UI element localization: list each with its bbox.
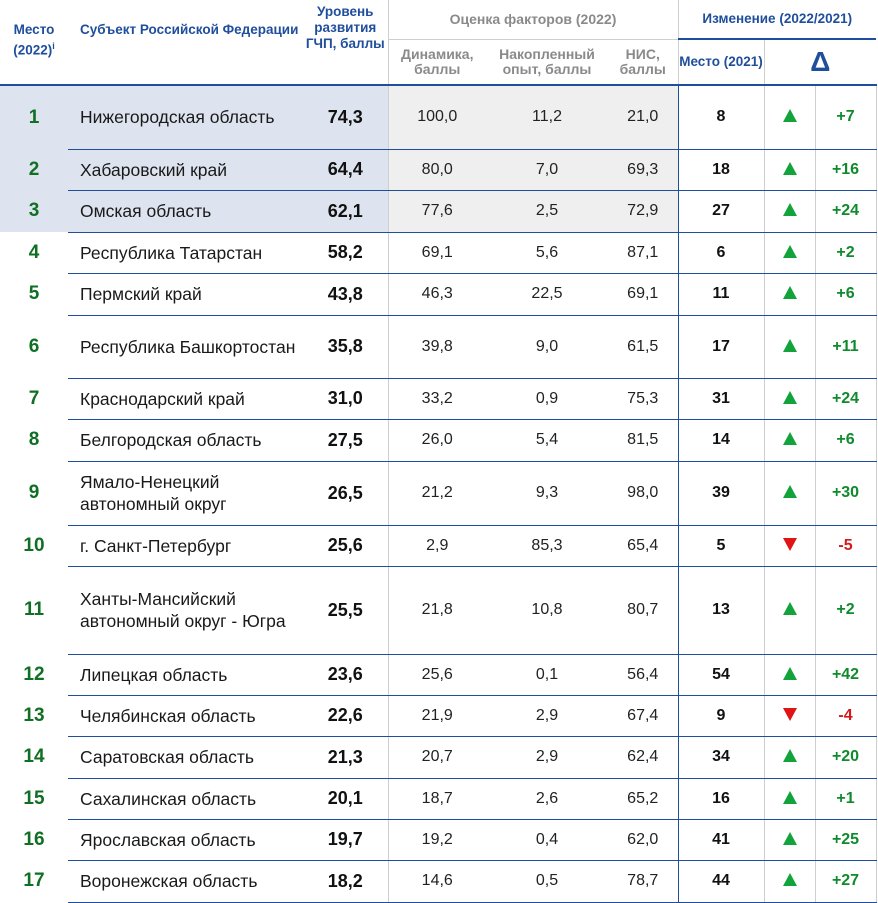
prev-rank-value: 8 bbox=[678, 85, 764, 149]
dynamics-value: 100,0 bbox=[388, 85, 486, 149]
prev-rank-value: 17 bbox=[678, 315, 764, 378]
experience-value: 0,9 bbox=[486, 378, 608, 419]
triangle-up-icon bbox=[783, 391, 797, 404]
experience-value: 2,9 bbox=[486, 695, 608, 736]
table-row bbox=[0, 85, 876, 149]
score-value: 74,3 bbox=[303, 85, 388, 149]
rank-cell: 16 bbox=[23, 828, 45, 850]
nis-value: 62,4 bbox=[608, 736, 678, 778]
experience-value: 9,0 bbox=[486, 315, 608, 378]
dynamics-value: 20,7 bbox=[388, 736, 486, 778]
factors-header: Оценка факторов (2022) bbox=[388, 0, 678, 39]
experience-value: 0,5 bbox=[486, 860, 608, 902]
dynamics-value: 21,2 bbox=[388, 461, 486, 525]
prev-rank-header: Место (2021) bbox=[678, 39, 764, 85]
table-row bbox=[0, 461, 876, 525]
table-row bbox=[0, 273, 876, 315]
dynamics-value: 18,7 bbox=[388, 778, 486, 819]
trend-arrow-cell bbox=[764, 654, 815, 695]
nis-value: 75,3 bbox=[608, 378, 678, 419]
table-row bbox=[0, 695, 876, 736]
delta-value: +6 bbox=[815, 273, 876, 315]
triangle-up-icon bbox=[783, 339, 797, 352]
table-header bbox=[0, 0, 876, 85]
table-row bbox=[0, 378, 876, 419]
score-value: 43,8 bbox=[303, 273, 388, 315]
delta-value: +6 bbox=[815, 419, 876, 461]
delta-value: +27 bbox=[815, 860, 876, 902]
triangle-up-icon bbox=[783, 791, 797, 804]
nis-value: 56,4 bbox=[608, 654, 678, 695]
score-value: 20,1 bbox=[303, 778, 388, 819]
prev-rank-value: 11 bbox=[678, 273, 764, 315]
region-name: Республика Татарстан bbox=[68, 232, 303, 273]
prev-rank-value: 14 bbox=[678, 419, 764, 461]
prev-rank-value: 44 bbox=[678, 860, 764, 902]
trend-arrow-cell bbox=[764, 461, 815, 525]
rank-cell: 17 bbox=[23, 870, 45, 891]
dynamics-value: 21,9 bbox=[388, 695, 486, 736]
delta-value: +1 bbox=[815, 778, 876, 819]
table-row bbox=[0, 149, 876, 190]
prev-rank-value: 27 bbox=[678, 190, 764, 232]
region-name: Челябинская область bbox=[68, 695, 303, 736]
triangle-up-icon bbox=[783, 749, 797, 762]
rank-cell: 5 bbox=[28, 283, 40, 304]
score-value: 64,4 bbox=[303, 149, 388, 190]
trend-arrow-cell bbox=[764, 778, 815, 819]
experience-value: 2,9 bbox=[486, 736, 608, 778]
experience-value: 2,5 bbox=[486, 190, 608, 232]
delta-value: +25 bbox=[815, 819, 876, 860]
triangle-up-icon bbox=[783, 602, 797, 615]
region-name: г. Санкт-Петербург bbox=[68, 525, 303, 566]
dynamics-value: 2,9 bbox=[388, 525, 486, 566]
nis-value: 67,4 bbox=[608, 695, 678, 736]
experience-value: 5,6 bbox=[486, 232, 608, 273]
dynamics-header: Динамика, баллы bbox=[388, 39, 486, 85]
experience-value: 85,3 bbox=[486, 525, 608, 566]
delta-value: +11 bbox=[815, 315, 876, 378]
table-row bbox=[0, 232, 876, 273]
prev-rank-value: 13 bbox=[678, 566, 764, 654]
triangle-up-icon bbox=[783, 162, 797, 175]
experience-value: 9,3 bbox=[486, 461, 608, 525]
delta-value: +2 bbox=[815, 232, 876, 273]
rank-cell: 12 bbox=[23, 663, 45, 685]
nis-value: 80,7 bbox=[608, 566, 678, 654]
nis-value: 65,4 bbox=[608, 525, 678, 566]
region-name: Краснодарский край bbox=[68, 378, 303, 419]
table-row bbox=[0, 778, 876, 819]
trend-arrow-cell bbox=[764, 736, 815, 778]
score-header: Уровень развития ГЧП, баллы bbox=[303, 0, 388, 85]
nis-value: 61,5 bbox=[608, 315, 678, 378]
table-row bbox=[0, 860, 876, 902]
rank-cell: 9 bbox=[28, 482, 40, 503]
region-name: Саратовская область bbox=[68, 736, 303, 778]
table-body bbox=[0, 85, 876, 902]
rank-cell: 11 bbox=[23, 599, 45, 620]
rank-cell: 13 bbox=[23, 704, 45, 726]
triangle-up-icon bbox=[783, 286, 797, 299]
dynamics-value: 77,6 bbox=[388, 190, 486, 232]
trend-arrow-cell bbox=[764, 525, 815, 566]
nis-value: 78,7 bbox=[608, 860, 678, 902]
dynamics-value: 14,6 bbox=[388, 860, 486, 902]
trend-arrow-cell bbox=[764, 378, 815, 419]
rank-cell: 4 bbox=[28, 241, 40, 263]
region-name: Ярославская область bbox=[68, 819, 303, 860]
dynamics-value: 25,6 bbox=[388, 654, 486, 695]
region-name: Хабаровский край bbox=[68, 149, 303, 190]
dynamics-value: 39,8 bbox=[388, 315, 486, 378]
score-value: 58,2 bbox=[303, 232, 388, 273]
experience-value: 22,5 bbox=[486, 273, 608, 315]
trend-arrow-cell bbox=[764, 149, 815, 190]
triangle-up-icon bbox=[783, 832, 797, 845]
prev-rank-value: 41 bbox=[678, 819, 764, 860]
change-header: Изменение (2022/2021) bbox=[678, 0, 876, 39]
dynamics-value: 21,8 bbox=[388, 566, 486, 654]
trend-arrow-cell bbox=[764, 273, 815, 315]
prev-rank-value: 16 bbox=[678, 778, 764, 819]
nis-header: НИС, баллы bbox=[608, 39, 678, 85]
rank-cell: 15 bbox=[23, 787, 45, 809]
dynamics-value: 33,2 bbox=[388, 378, 486, 419]
region-name: Воронежская область bbox=[68, 860, 303, 902]
table-row bbox=[0, 819, 876, 860]
rank-header-note: i bbox=[52, 41, 55, 51]
experience-value: 10,8 bbox=[486, 566, 608, 654]
experience-value: 5,4 bbox=[486, 419, 608, 461]
region-name: Омская область bbox=[68, 190, 303, 232]
triangle-up-icon bbox=[783, 245, 797, 258]
region-name: Сахалинская область bbox=[68, 778, 303, 819]
nis-value: 69,3 bbox=[608, 149, 678, 190]
trend-arrow-cell bbox=[764, 566, 815, 654]
experience-value: 11,2 bbox=[486, 85, 608, 149]
triangle-up-icon bbox=[783, 485, 797, 498]
nis-value: 72,9 bbox=[608, 190, 678, 232]
rank-cell: 10 bbox=[23, 534, 45, 556]
nis-value: 81,5 bbox=[608, 419, 678, 461]
score-value: 19,7 bbox=[303, 819, 388, 860]
score-value: 25,5 bbox=[303, 566, 388, 654]
experience-value: 0,4 bbox=[486, 819, 608, 860]
prev-rank-value: 39 bbox=[678, 461, 764, 525]
delta-value: +7 bbox=[815, 85, 876, 149]
triangle-up-icon bbox=[783, 203, 797, 216]
region-name: Белгородская область bbox=[68, 419, 303, 461]
trend-arrow-cell bbox=[764, 315, 815, 378]
score-value: 62,1 bbox=[303, 190, 388, 232]
score-value: 35,8 bbox=[303, 315, 388, 378]
rank-cell: 3 bbox=[0, 190, 68, 232]
delta-value: -5 bbox=[815, 525, 876, 566]
region-name: Ямало-Ненецкий автономный округ bbox=[68, 461, 303, 525]
trend-arrow-cell bbox=[764, 85, 815, 149]
dynamics-value: 69,1 bbox=[388, 232, 486, 273]
region-name: Ханты-Мансийский автономный округ - Югра bbox=[68, 566, 303, 654]
dynamics-value: 26,0 bbox=[388, 419, 486, 461]
nis-value: 21,0 bbox=[608, 85, 678, 149]
dynamics-value: 19,2 bbox=[388, 819, 486, 860]
triangle-down-icon bbox=[783, 708, 797, 721]
experience-value: 7,0 bbox=[486, 149, 608, 190]
region-name: Липецкая область bbox=[68, 654, 303, 695]
delta-value: +16 bbox=[815, 149, 876, 190]
rank-cell: 7 bbox=[28, 387, 40, 409]
nis-value: 69,1 bbox=[608, 273, 678, 315]
subject-header: Субъект Российской Федерации bbox=[68, 0, 303, 85]
prev-rank-value: 18 bbox=[678, 149, 764, 190]
table-row bbox=[0, 566, 876, 654]
delta-value: +30 bbox=[815, 461, 876, 525]
delta-header: Δ bbox=[764, 39, 876, 85]
triangle-up-icon bbox=[783, 109, 797, 122]
delta-value: +42 bbox=[815, 654, 876, 695]
experience-value: 0,1 bbox=[486, 654, 608, 695]
score-value: 25,6 bbox=[303, 525, 388, 566]
score-value: 21,3 bbox=[303, 736, 388, 778]
prev-rank-value: 31 bbox=[678, 378, 764, 419]
rank-header-label: Место (2022) bbox=[13, 22, 55, 58]
dynamics-value: 46,3 bbox=[388, 273, 486, 315]
nis-value: 62,0 bbox=[608, 819, 678, 860]
trend-arrow-cell bbox=[764, 819, 815, 860]
region-name: Республика Башкортостан bbox=[68, 315, 303, 378]
table-row bbox=[0, 736, 876, 778]
table-row bbox=[0, 525, 876, 566]
nis-value: 98,0 bbox=[608, 461, 678, 525]
triangle-up-icon bbox=[783, 667, 797, 680]
rank-cell: 2 bbox=[0, 149, 68, 190]
score-value: 26,5 bbox=[303, 461, 388, 525]
rank-cell: 14 bbox=[23, 746, 45, 767]
score-value: 22,6 bbox=[303, 695, 388, 736]
delta-value: -4 bbox=[815, 695, 876, 736]
region-name: Нижегородская область bbox=[68, 85, 303, 149]
rank-cell: 1 bbox=[0, 85, 68, 149]
triangle-up-icon bbox=[783, 873, 797, 886]
table-row bbox=[0, 419, 876, 461]
experience-header: Накопленный опыт, баллы bbox=[486, 39, 608, 85]
trend-arrow-cell bbox=[764, 860, 815, 902]
score-value: 18,2 bbox=[303, 860, 388, 902]
experience-value: 2,6 bbox=[486, 778, 608, 819]
trend-arrow-cell bbox=[764, 232, 815, 273]
score-value: 27,5 bbox=[303, 419, 388, 461]
score-value: 31,0 bbox=[303, 378, 388, 419]
nis-value: 87,1 bbox=[608, 232, 678, 273]
triangle-up-icon bbox=[783, 432, 797, 445]
dynamics-value: 80,0 bbox=[388, 149, 486, 190]
delta-value: +24 bbox=[815, 378, 876, 419]
rank-cell: 6 bbox=[28, 335, 40, 357]
region-name: Пермский край bbox=[68, 273, 303, 315]
trend-arrow-cell bbox=[764, 419, 815, 461]
prev-rank-value: 5 bbox=[678, 525, 764, 566]
prev-rank-value: 34 bbox=[678, 736, 764, 778]
delta-value: +24 bbox=[815, 190, 876, 232]
prev-rank-value: 54 bbox=[678, 654, 764, 695]
rank-header bbox=[0, 0, 68, 85]
rank-cell: 8 bbox=[28, 429, 40, 450]
trend-arrow-cell bbox=[764, 695, 815, 736]
triangle-down-icon bbox=[783, 538, 797, 551]
table-row bbox=[0, 315, 876, 378]
trend-arrow-cell bbox=[764, 190, 815, 232]
delta-value: +20 bbox=[815, 736, 876, 778]
nis-value: 65,2 bbox=[608, 778, 678, 819]
table-row bbox=[0, 654, 876, 695]
prev-rank-value: 9 bbox=[678, 695, 764, 736]
prev-rank-value: 6 bbox=[678, 232, 764, 273]
score-value: 23,6 bbox=[303, 654, 388, 695]
delta-value: +2 bbox=[815, 566, 876, 654]
table-row bbox=[0, 190, 876, 232]
